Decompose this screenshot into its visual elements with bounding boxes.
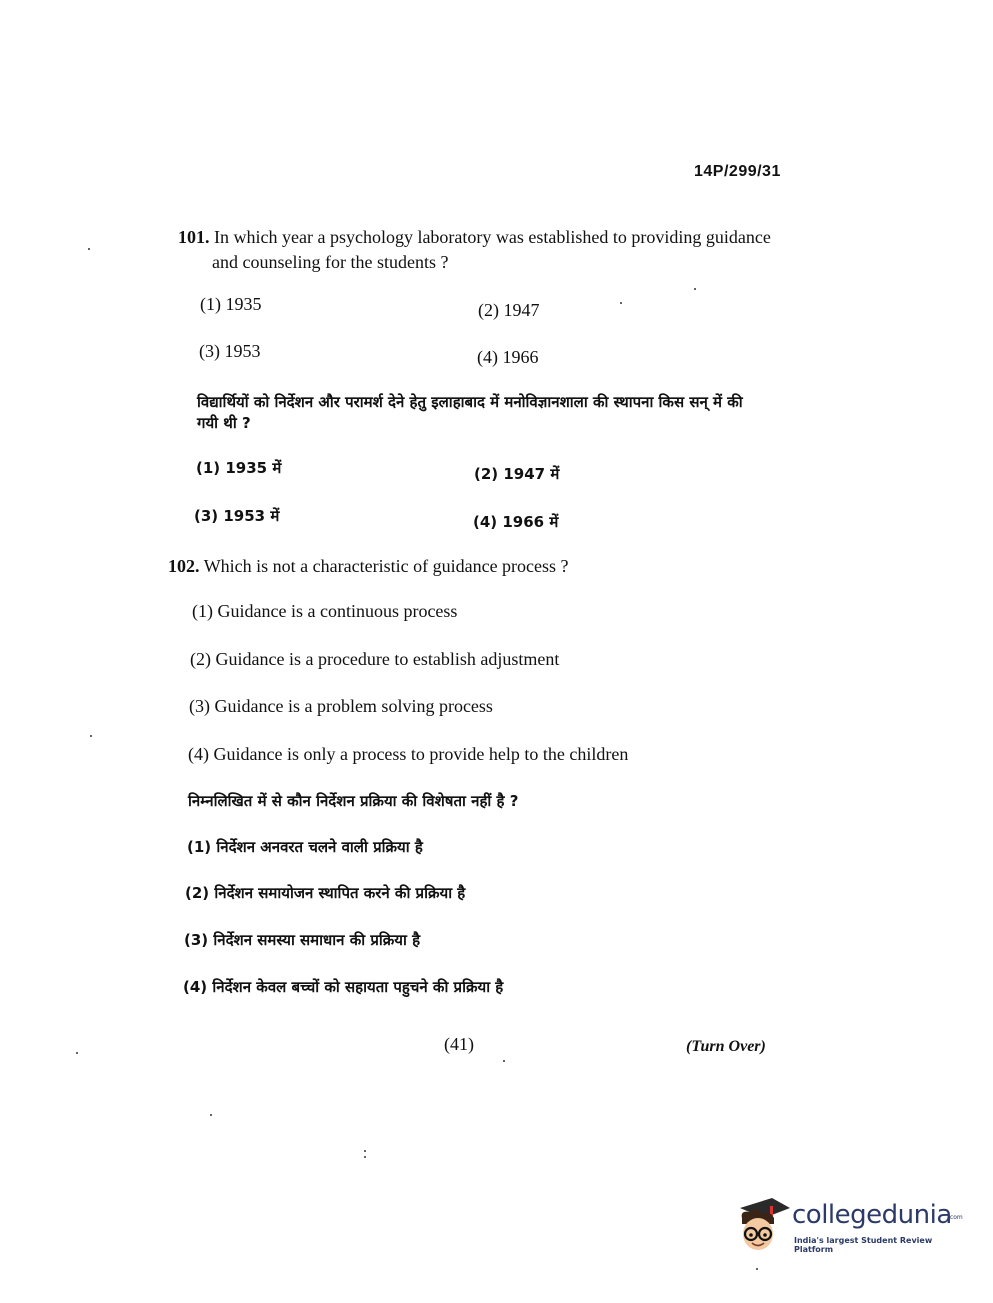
option-en-1: (1) Guidance is a continuous process — [192, 601, 458, 621]
collegedunia-logo — [734, 1196, 964, 1260]
option-hi-4: (4) निर्देशन केवल बच्चों को सहायता पहुचने की प्रक्रिया है — [183, 978, 504, 996]
option-en-2: (2) Guidance is a procedure to establish adjustment — [190, 649, 560, 669]
turn-over-label: (Turn Over) — [686, 1038, 766, 1055]
logo-name: collegedunia — [792, 1200, 952, 1230]
option-hi-2: (2) निर्देशन समायोजन स्थापित करने की प्रक्रिया है — [185, 884, 466, 902]
option-hi-2: (2) 1947 में — [474, 465, 560, 483]
option-hi-1: (1) 1935 में — [196, 459, 282, 477]
option-en-1: (1) 1935 — [200, 294, 262, 314]
logo-tagline: India's largest Student Review Platform — [794, 1236, 933, 1254]
question-number: 101. — [178, 227, 210, 247]
question-text-en-line1: In which year a psychology laboratory was established to providing guidance — [214, 227, 771, 247]
option-en-2: (2) 1947 — [478, 300, 540, 320]
option-en-3: (3) Guidance is a problem solving process — [189, 696, 493, 716]
option-hi-1: (1) निर्देशन अनवरत चलने वाली प्रक्रिया है — [187, 838, 423, 856]
student-mascot-icon — [734, 1196, 792, 1256]
question-text-en: Which is not a characteristic of guidance process ? — [203, 556, 569, 576]
option-hi-3: (3) निर्देशन समस्या समाधान की प्रक्रिया है — [184, 931, 421, 949]
option-en-4: (4) Guidance is only a process to provide help to the children — [188, 744, 629, 764]
option-hi-3: (3) 1953 में — [194, 507, 280, 525]
question-text-hi: निम्नलिखित में से कौन निर्देशन प्रक्रिया की विशेषता नहीं है ? — [188, 792, 519, 810]
question-text-hi-line2: गयी थी ? — [197, 414, 251, 432]
option-en-3: (3) 1953 — [199, 341, 261, 361]
question-text-en-line2: and counseling for the students ? — [212, 252, 449, 272]
option-en-4: (4) 1966 — [477, 347, 539, 367]
option-hi-4: (4) 1966 में — [473, 513, 559, 531]
page-number: (41) — [444, 1034, 474, 1054]
paper-code: 14P/299/31 — [694, 163, 781, 180]
logo-suffix: .com — [948, 1214, 963, 1221]
question-number: 102. — [168, 556, 200, 576]
question-text-hi-line1: विद्यार्थियों को निर्देशन और परामर्श देने हेतु इलाहाबाद में मनोविज्ञानशाला की स्थापना किस सन् में की — [197, 393, 743, 411]
